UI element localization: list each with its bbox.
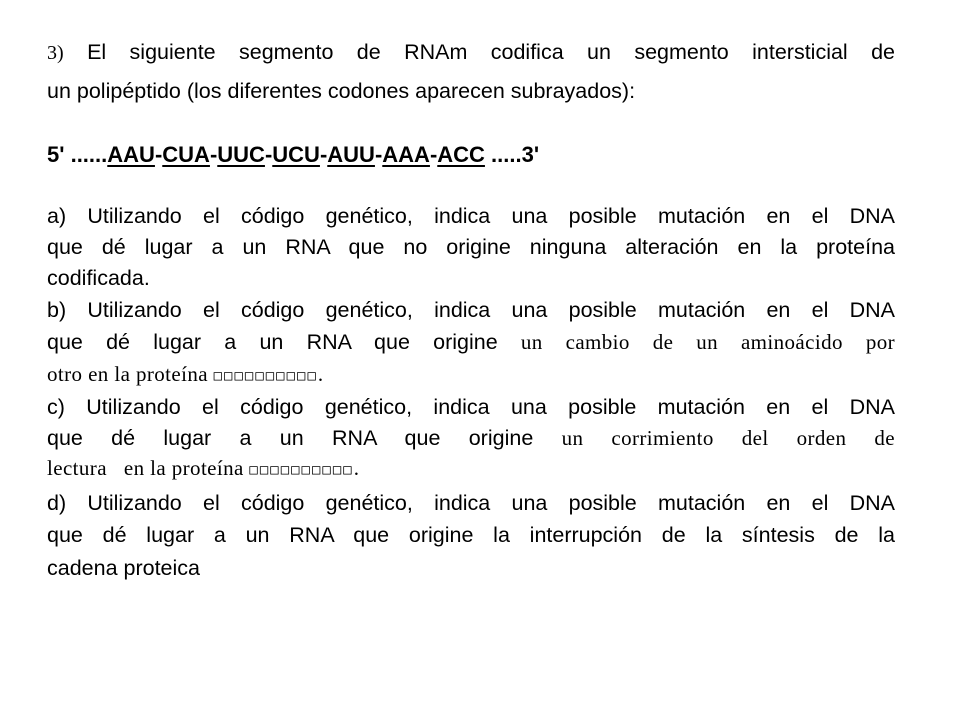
codon: AUU bbox=[327, 142, 375, 167]
sequence-suffix: .....3' bbox=[484, 142, 540, 167]
part-c-line-2-serif: un corrimiento del orden de bbox=[561, 426, 896, 450]
part-b-line-2-sans: que dé lugar a un RNA que origine bbox=[47, 330, 521, 354]
part-c-line-2-sans: que dé lugar a un RNA que origine bbox=[47, 426, 562, 450]
part-d-line-2: que dé lugar a un RNA que origine la interrupción de la síntesis de la bbox=[47, 523, 895, 547]
part-b-line-2-serif: un cambio de un aminoácido por bbox=[520, 330, 896, 354]
codon: UCU bbox=[272, 142, 320, 167]
codon: UUC bbox=[217, 142, 265, 167]
part-a-line-1: a) Utilizando el código genético, indica una posible mutación en el DNA bbox=[47, 204, 895, 228]
part-c-line-2 bbox=[47, 428, 895, 450]
question-number: 3) bbox=[47, 42, 64, 64]
missing-glyphs: □□□□□□□□□□ bbox=[213, 368, 318, 384]
intro-text-1: El siguiente segmento de RNAm codifica un segmento intersticial de bbox=[87, 40, 895, 64]
part-b-line-2 bbox=[47, 332, 895, 354]
question-intro-line-1 bbox=[47, 42, 895, 64]
part-d-line-3: cadena proteica bbox=[47, 556, 200, 580]
part-b-line-1: b) Utilizando el código genético, indica una posible mutación en el DNA bbox=[47, 298, 895, 322]
codon: AAU bbox=[107, 142, 155, 167]
missing-glyphs: □□□□□□□□□□ bbox=[249, 462, 354, 478]
part-c-line-3 bbox=[47, 458, 895, 480]
part-a-line-2: que dé lugar a un RNA que no origine ninguna alteración en la proteína bbox=[47, 235, 895, 259]
part-c-line-3-end: . bbox=[353, 456, 360, 480]
codon: ACC bbox=[437, 142, 485, 167]
codon-separator: - bbox=[429, 142, 438, 167]
codon-separator: - bbox=[264, 142, 273, 167]
codon-separator: - bbox=[209, 142, 218, 167]
part-d-line-1: d) Utilizando el código genético, indica una posible mutación en el DNA bbox=[47, 491, 895, 515]
codon: CUA bbox=[162, 142, 210, 167]
part-b-line-3-end: . bbox=[317, 362, 324, 386]
codon: AAA bbox=[382, 142, 430, 167]
sequence-prefix: 5' ...... bbox=[47, 142, 108, 167]
codon-separator: - bbox=[374, 142, 383, 167]
part-b-line-3-serif: otro en la proteína bbox=[47, 362, 214, 386]
part-a-line-3: codificada. bbox=[47, 266, 150, 290]
part-b-line-3 bbox=[47, 364, 895, 386]
codon-separator: - bbox=[154, 142, 163, 167]
mrna-sequence bbox=[47, 144, 895, 166]
part-c-line-3-serif: lectura en la proteína bbox=[47, 456, 250, 480]
question-intro-line-2: un polipéptido (los diferentes codones aparecen subrayados): bbox=[47, 79, 636, 103]
codon-separator: - bbox=[319, 142, 328, 167]
part-c-line-1: c) Utilizando el código genético, indica una posible mutación en el DNA bbox=[47, 395, 895, 419]
slide bbox=[47, 0, 895, 720]
